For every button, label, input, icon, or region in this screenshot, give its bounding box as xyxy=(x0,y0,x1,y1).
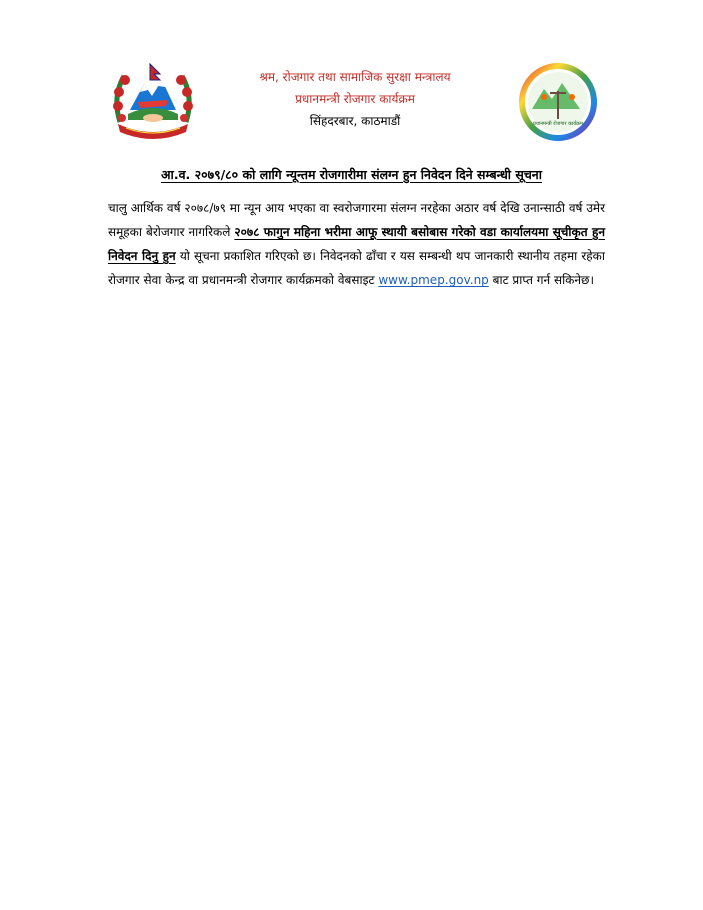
ministry-name: श्रम, रोजगार तथा सामाजिक सुरक्षा मन्त्रालय xyxy=(259,70,451,84)
letterhead xyxy=(200,66,510,132)
program-name: प्रधानमन्त्री रोजगार कार्यक्रम xyxy=(295,92,415,106)
pmep-logo-text: प्रधानमन्त्री रोजगार कार्यक्रम xyxy=(533,121,583,127)
notice-body xyxy=(108,196,605,292)
pmep-logo xyxy=(518,63,598,141)
notice-text-part3: बाट प्राप्त गर्न सकिनेछ। xyxy=(488,273,595,287)
notice-text-part2: यो सूचना प्रकाशित गरिएको छ। निवेदनको ढाँचा र यस सम्बन्धी थप जानकारी स्थानीय तहमा रहेका रोजगार सेवा केन्द्र वा प्रधानमन्त्री रोजगार कार्यक्रमको वेबसाइट xyxy=(108,249,606,287)
notice-title xyxy=(60,166,643,183)
notice-text-part1: चालु आर्थिक वर्ष २०७८/७९ मा न्यून आय भएका वा स्वरोजगारमा संलग्न नरहेका अठार वर्ष देखि उनान्साठी वर्ष उमेर समूहका बेरोजगार नागरिकले xyxy=(108,201,605,239)
office-address: सिंहदरबार, काठमाडौं xyxy=(309,114,401,128)
pmep-website-link[interactable]: www.pmep.gov.np xyxy=(378,273,489,287)
nepal-emblem-logo xyxy=(110,62,196,140)
notice-deadline-text: २०७८ फागुन महिना भरीमा आफू स्थायी बसोबास गरेको वडा कार्यालयमा सूचीकृत हुन निवेदन दिनु हुन xyxy=(108,225,605,263)
notice-title-text: आ.व. २०७९/८० को लागि न्यून्तम रोजगारीमा संलग्न हुन निवेदन दिने सम्बन्धी सूचना xyxy=(161,167,542,182)
